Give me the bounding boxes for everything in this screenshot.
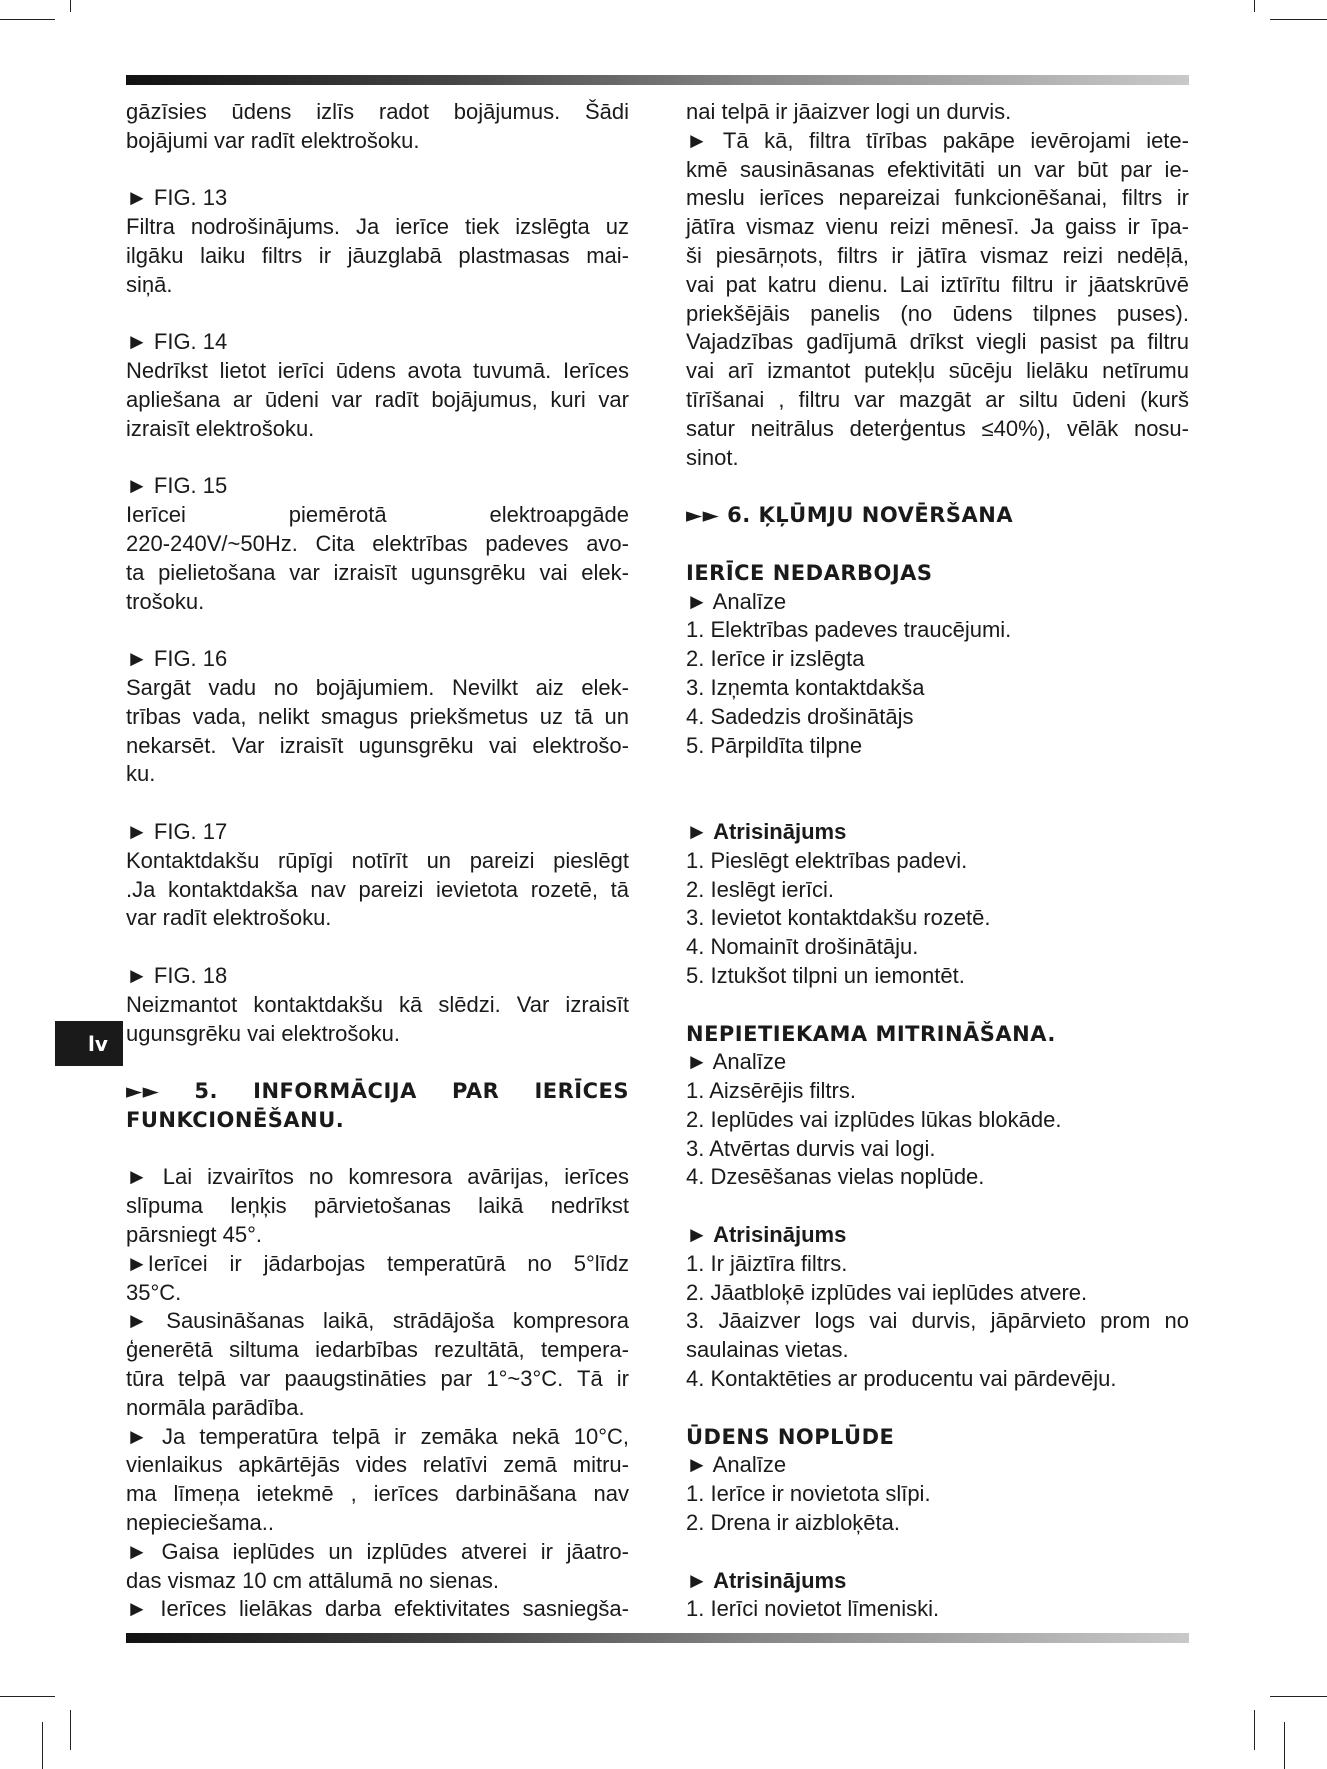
subsection-heading: ŪDENS NOPLŪDE (686, 1424, 895, 1449)
crop-mark (0, 1696, 55, 1697)
text-line: pārsniegt 45°. (126, 1222, 262, 1248)
list-item: 2. Ierīce ir izslēgta (686, 646, 865, 672)
text-line: Vajadzības gadījumā drīkst viegli pasist pa filtru (686, 329, 1189, 355)
list-item: 2. Jāatbloķē izplūdes vai ieplūdes atvere. (686, 1279, 1088, 1305)
text-line: .Ja kontaktdakša nav pareizi ievietota rozetē, tā (126, 876, 629, 902)
text-line: ta pielietošana var izraisīt ugunsgrēku vai elek- (126, 559, 629, 585)
crop-mark (1254, 1710, 1255, 1750)
text-line: apliešana ar ūdeni var radīt bojājumus, kuri var (126, 386, 629, 412)
text-line: gāzīsies ūdens izlīs radot bojājumus. Šādi (126, 99, 629, 124)
analysis-label: ► Analīze (686, 588, 787, 614)
crop-mark (0, 19, 55, 20)
text-line: ► Tā kā, filtra tīrības pakāpe ievērojami iete- (686, 127, 1189, 153)
list-item: 2. Ieplūdes vai izplūdes lūkas blokāde. (686, 1106, 1062, 1132)
language-tab: lv (55, 1021, 123, 1066)
text-line: sinot. (686, 444, 739, 470)
list-item: 3. Ievietot kontaktdakšu rozetē. (686, 905, 991, 931)
analysis-label: ► Analīze (686, 1452, 787, 1478)
list-item: 4. Dzesēšanas vielas noplūde. (686, 1164, 985, 1190)
text-line: meslu ierīces nepareizai funkcionēšanai, filtrs ir (686, 185, 1189, 211)
text-line: var radīt elektrošoku. (126, 905, 332, 931)
text-line: nekarsēt. Var izraisīt ugunsgrēku vai elektrošo- (126, 732, 629, 758)
text-line: ► Lai izvairītos no komresora avārijas, ierīces (126, 1164, 629, 1190)
list-item: 1. Elektrības padeves traucējumi. (686, 617, 1012, 643)
crop-mark (42, 1722, 43, 1769)
figure-reference: ► FIG. 13 (126, 185, 228, 211)
text-line: normāla parādība. (126, 1394, 305, 1420)
text-line: izraisīt elektrošoku. (126, 415, 315, 441)
list-item: 4. Kontaktēties ar producentu vai pārdevēju. (686, 1366, 1117, 1392)
list-item: 1. Ierīce ir novietota slīpi. (686, 1481, 931, 1507)
text-line: trības vada, nelikt smagus priekšmetus uz tā un (126, 703, 629, 729)
text-line: ► Gaisa ieplūdes un izplūdes atverei ir jāatro- (126, 1538, 629, 1564)
text-line: Kontaktdakšu rūpīgi notīrīt un pareizi pieslēgt (126, 847, 629, 873)
list-item: 1. Aizsērējis filtrs. (686, 1078, 856, 1104)
text-line: ģenerētā siltuma iedarbības rezultātā, tempera- (126, 1337, 629, 1363)
list-item: 1. Ir jāiztīra filtrs. (686, 1250, 848, 1276)
section-heading: ►► 5. INFORMĀCIJA PAR IERĪCES (126, 1079, 629, 1104)
list-item: saulainas vietas. (686, 1337, 849, 1363)
text-line: nepieciešama.. (126, 1510, 274, 1536)
header-rule (126, 75, 1189, 85)
text-line: satur neitrālus deterģentus ≤40%), vēlāk nosu- (686, 415, 1189, 441)
crop-mark (70, 0, 71, 12)
text-line: ► Sausināšanas laikā, strādājoša kompresora (126, 1308, 629, 1334)
text-line: tīrīšanai , filtru var mazgāt ar siltu ūdeni (kurš (686, 386, 1189, 412)
crop-mark (1284, 1722, 1285, 1769)
text-line: priekšējāis panelis (no ūdens tilpnes puses). (686, 300, 1189, 326)
text-line: Sargāt vadu no bojājumiem. Nevilkt aiz elek- (126, 674, 629, 700)
text-line: vai pat katru dienu. Lai iztīrītu filtru ir jāatskrūvē (686, 271, 1189, 297)
text-line: vai arī izmantot putekļu sūcēju lielāku netīrumu (686, 358, 1189, 384)
footer-rule (126, 1633, 1189, 1643)
text-line: ši piesārņots, filtrs ir jātīra vismaz reizi nedēļā, (686, 242, 1189, 268)
figure-reference: ► FIG. 14 (126, 329, 228, 355)
subsection-heading: NEPIETIEKAMA MITRINĀŠANA. (686, 1021, 1056, 1046)
list-item: 3. Jāaizver logs vai durvis, jāpārvieto prom no (686, 1308, 1189, 1334)
text-line: ma līmeņa ietekmē , ierīces darbināšana nav (126, 1481, 629, 1507)
text-line: ► Ja temperatūra telpā ir zemāka nekā 10°C, (126, 1423, 629, 1449)
section-heading: ►► 6. ĶĻŪMJU NOVĒRŠANA (686, 503, 1014, 528)
list-item: 2. Ieslēgt ierīci. (686, 876, 834, 902)
right-column (686, 98, 1189, 1624)
list-item: 1. Pieslēgt elektrības padevi. (686, 847, 968, 873)
list-item: 5. Pārpildīta tilpne (686, 732, 863, 758)
subsection-heading: IERĪCE NEDARBOJAS (686, 560, 933, 585)
list-item: 4. Nomainīt drošinātāju. (686, 934, 919, 960)
text-line: Nedrīkst lietot ierīci ūdens avota tuvumā. Ierīces (126, 358, 629, 384)
text-line: ► Ierīces lielākas darba efektivitates sasniegša- (126, 1596, 629, 1622)
solution-label: ► Atrisinājums (686, 1222, 847, 1248)
list-item: 5. Iztukšot tilpni un iemontēt. (686, 962, 965, 988)
text-line: nai telpā ir jāaizver logi un durvis. (686, 99, 1012, 124)
text-line: bojājumi var radīt elektrošoku. (126, 127, 420, 153)
text-line: 220-240V/~50Hz. Cita elektrības padeves avo- (126, 530, 629, 556)
text-line: das vismaz 10 cm attālumā no sienas. (126, 1567, 499, 1593)
list-item: 3. Izņemta kontaktdakša (686, 674, 925, 700)
text-line: kmē sausināsanas efektivitāti un var būt par ie- (686, 156, 1189, 182)
section-heading: FUNKCIONĒŠANU. (126, 1107, 345, 1132)
text-line: 35°C. (126, 1279, 182, 1305)
list-item: 4. Sadedzis drošinātājs (686, 703, 914, 729)
crop-mark (1254, 0, 1255, 12)
text-line: vienlaikus apkārtējās vides relatīvi zemā mitru- (126, 1452, 629, 1478)
left-column (126, 98, 629, 1624)
crop-mark (70, 1710, 71, 1750)
crop-mark (1270, 19, 1327, 20)
text-line: Ierīcei piemērotā elektroapgāde (126, 502, 629, 528)
solution-label: ► Atrisinājums (686, 1567, 847, 1593)
text-line: siņā. (126, 271, 173, 297)
figure-reference: ► FIG. 18 (126, 962, 228, 988)
analysis-label: ► Analīze (686, 1049, 787, 1075)
text-line: Neizmantot kontaktdakšu kā slēdzi. Var izraisīt (126, 991, 629, 1017)
figure-reference: ► FIG. 17 (126, 818, 228, 844)
text-line: ilgāku laiku filtrs ir jāuzglabā plastmasas mai- (126, 242, 629, 268)
list-item: 3. Atvērtas durvis vai logi. (686, 1135, 936, 1161)
crop-mark (1270, 1696, 1327, 1697)
list-item: 2. Drena ir aizbloķēta. (686, 1510, 900, 1536)
text-line: trošoku. (126, 588, 205, 614)
text-line: ►Ierīcei ir jādarbojas temperatūrā no 5°līdz (126, 1250, 629, 1276)
text-line: jātīra vismaz vienu reizi mēnesī. Ja gaiss ir īpa- (686, 214, 1189, 240)
list-item: 1. Ierīci novietot līmeniski. (686, 1596, 940, 1622)
text-line: ugunsgrēku vai elektrošoku. (126, 1020, 400, 1046)
text-line: ku. (126, 761, 156, 787)
figure-reference: ► FIG. 16 (126, 646, 228, 672)
text-line: slīpuma leņķis pārvietošanas laikā nedrīkst (126, 1193, 629, 1219)
figure-reference: ► FIG. 15 (126, 473, 228, 499)
text-line: Filtra nodrošinājums. Ja ierīce tiek izslēgta uz (126, 214, 629, 240)
solution-label: ► Atrisinājums (686, 818, 847, 844)
text-line: tūra telpā var paaugstināties par 1°~3°C. Tā ir (126, 1366, 629, 1392)
